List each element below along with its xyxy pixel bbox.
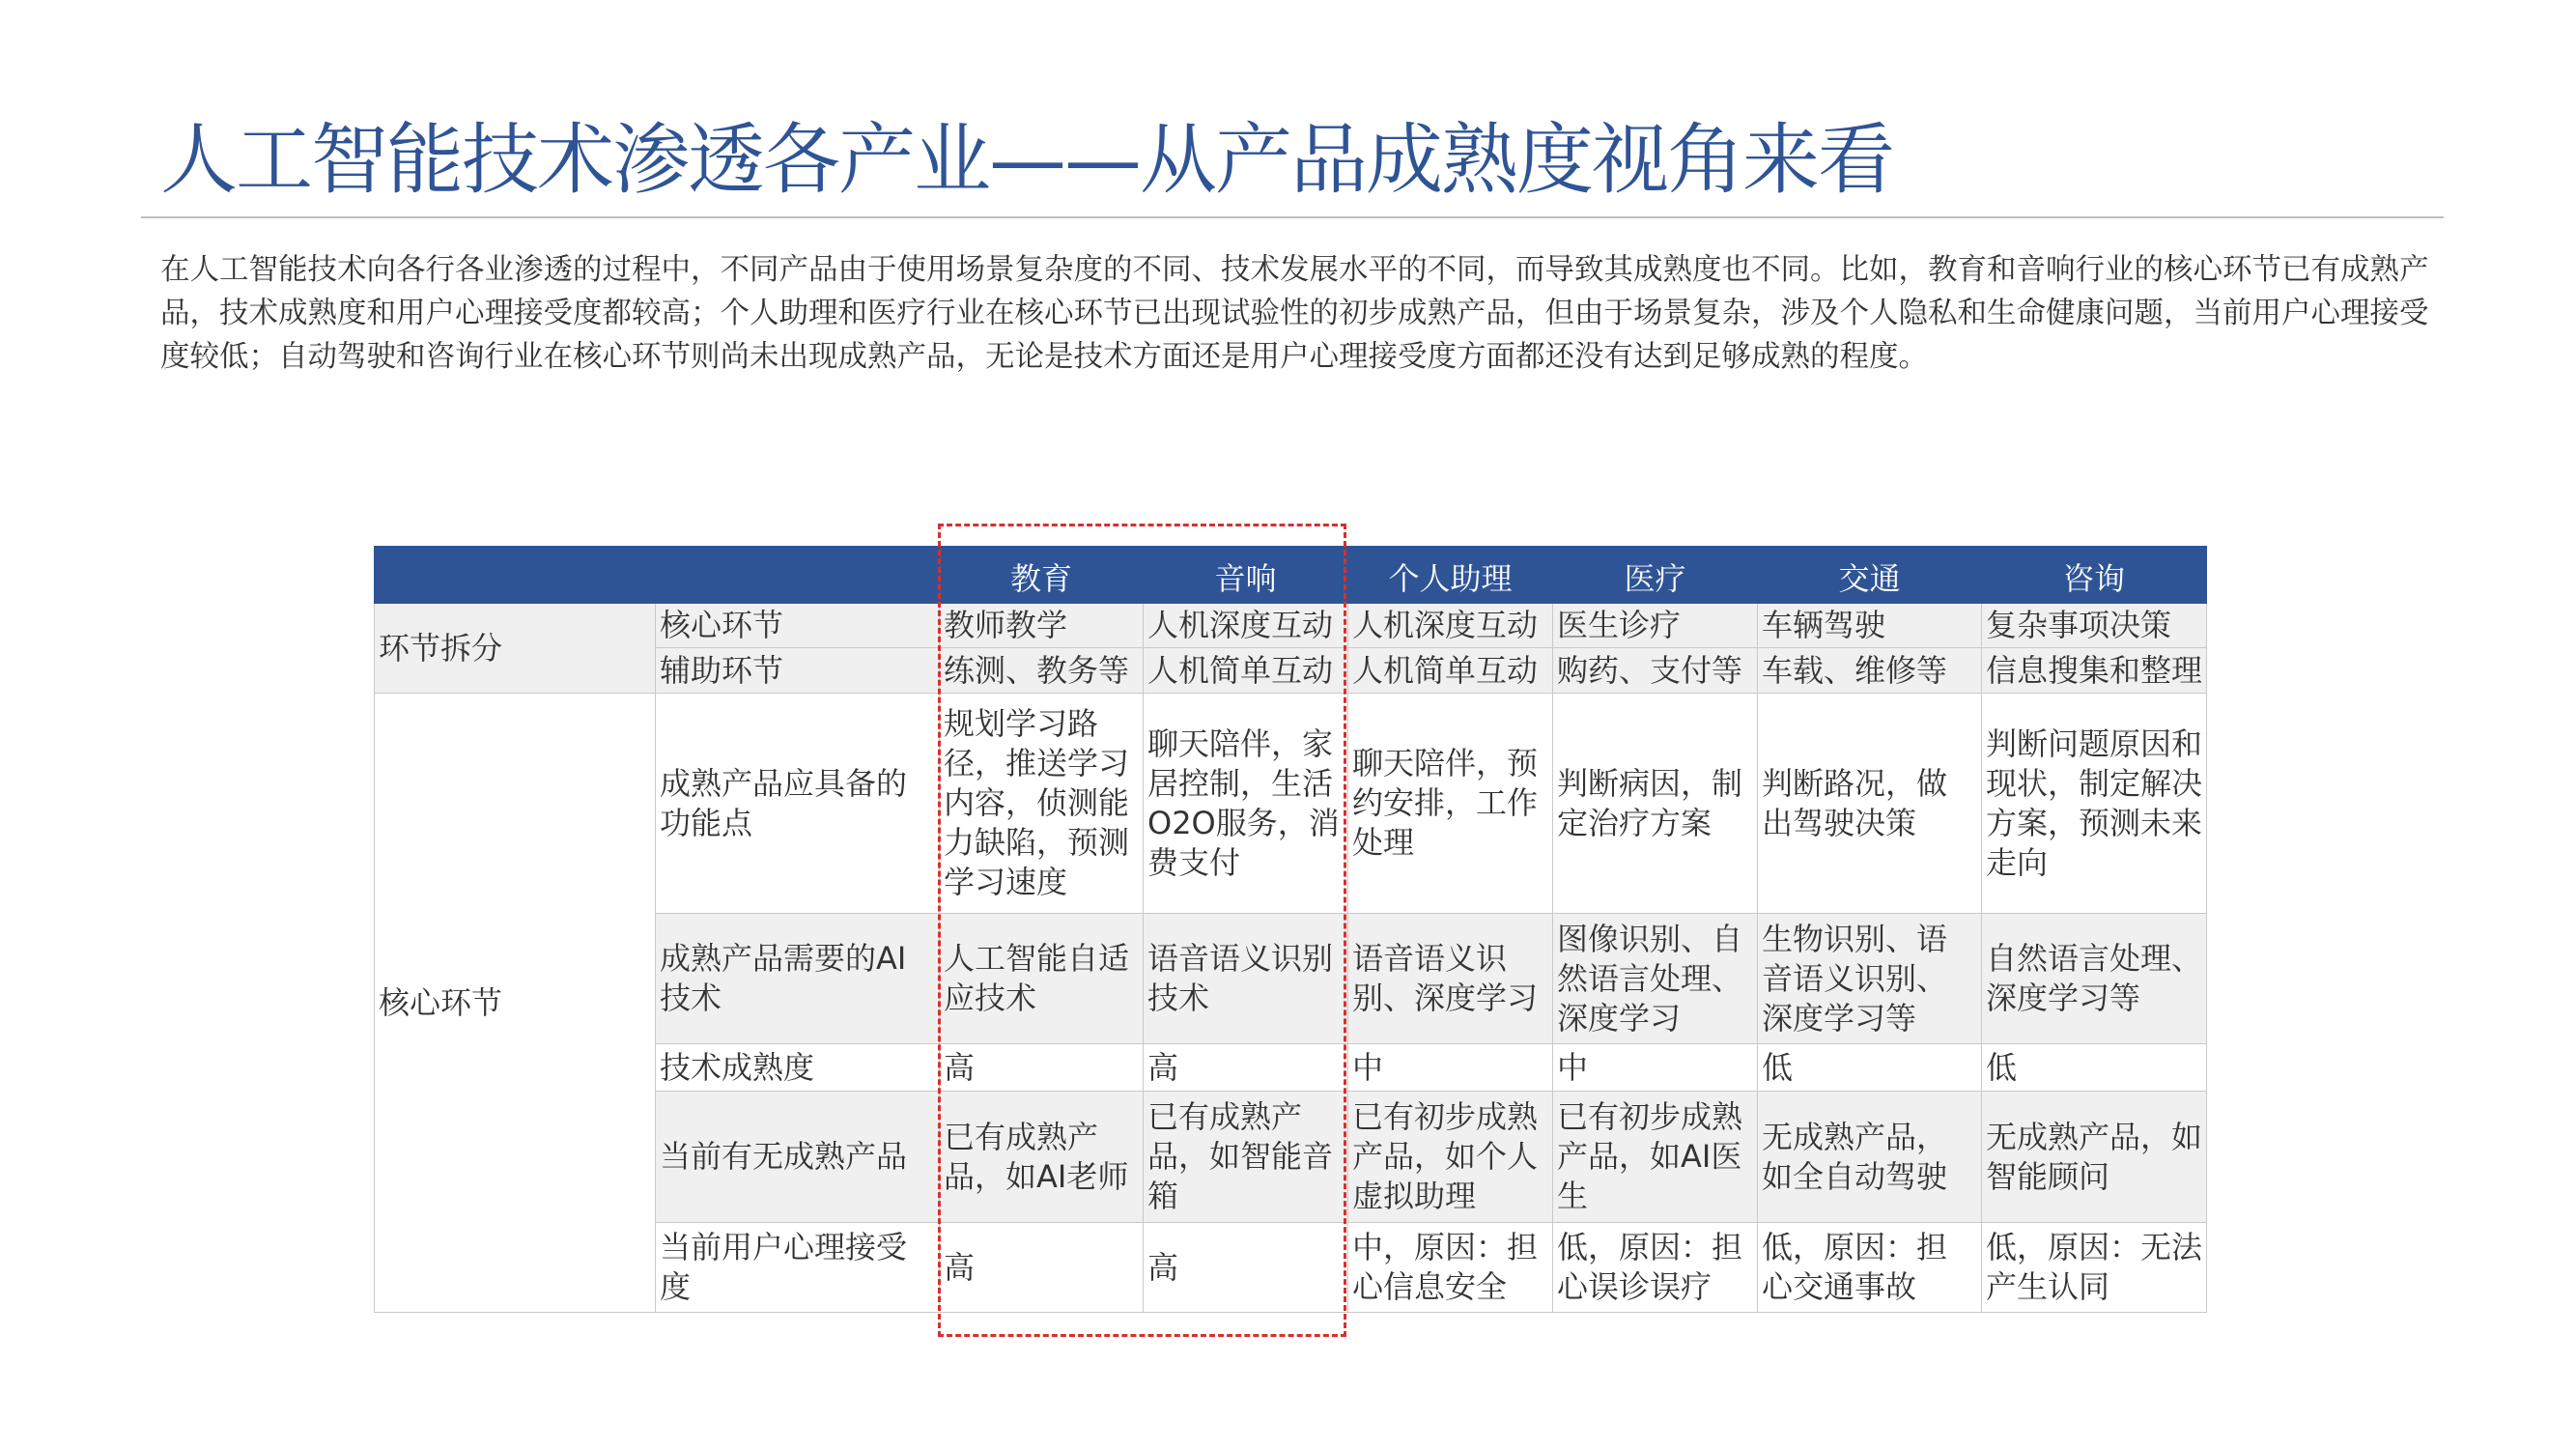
table-cell: 判断问题原因和现状，制定解决方案，预测未来走向 [1982,694,2207,914]
table-cell: 聊天陪伴，预约安排，工作处理 [1348,694,1553,914]
column-header: 交通 [1758,547,1982,604]
table-cell: 低，原因：无法产生认同 [1982,1223,2207,1313]
table-cell: 聊天陪伴，家居控制，生活O2O服务，消费支付 [1144,694,1348,914]
table-cell: 已有初步成熟产品，如个人虚拟助理 [1348,1092,1553,1223]
table-cell: 高 [1144,1044,1348,1092]
group-label: 环节拆分 [375,604,656,694]
row-label: 当前有无成熟产品 [656,1092,940,1223]
table-cell: 车载、维修等 [1758,648,1982,694]
table-cell: 规划学习路径，推送学习内容，侦测能力缺陷，预测学习速度 [940,694,1144,914]
table-cell: 自然语言处理、深度学习等 [1982,914,2207,1044]
table-cell: 人机简单互动 [1348,648,1553,694]
table-row [375,604,2207,648]
header-corner-2 [656,547,940,604]
maturity-table [374,546,2207,1313]
table-cell: 已有成熟产品，如智能音箱 [1144,1092,1348,1223]
table-cell: 语音语义识别、深度学习 [1348,914,1553,1044]
table-cell: 中 [1348,1044,1553,1092]
row-label: 当前用户心理接受度 [656,1223,940,1313]
table-cell: 低，原因：担心误诊误疗 [1553,1223,1758,1313]
row-label: 技术成熟度 [656,1044,940,1092]
table-cell: 中 [1553,1044,1758,1092]
table-cell: 生物识别、语音语义识别、深度学习等 [1758,914,1982,1044]
table-cell: 判断病因，制定治疗方案 [1553,694,1758,914]
table-cell: 购药、支付等 [1553,648,1758,694]
table-cell: 无成熟产品，如智能顾问 [1982,1092,2207,1223]
table-header-row [375,547,2207,604]
column-header: 音响 [1144,547,1348,604]
row-label: 核心环节 [656,604,940,648]
table-cell: 语音语义识别技术 [1144,914,1348,1044]
column-header: 教育 [940,547,1144,604]
table-cell: 已有成熟产品，如AI老师 [940,1092,1144,1223]
table-cell: 人机简单互动 [1144,648,1348,694]
intro-paragraph: 在人工智能技术向各行各业渗透的过程中，不同产品由于使用场景复杂度的不同、技术发展水平的不同，而导致其成熟度也不同。比如，教育和音响行业的核心环节已有成熟产品，技术成熟度和用户心理接受度都较高；个人助理和医疗行业在核心环节已出现试验性的初步成熟产品，但由于场景复杂，涉及个人隐私和生命健康问题，当前用户心理接受度较低；自动驾驶和咨询行业在核心环节则尚未出现成熟产品，无论是技术方面还是用户心理接受度方面都还没有达到足够成熟的程度。 [160,253,2429,374]
table-cell: 已有初步成熟产品，如AI医生 [1553,1092,1758,1223]
table-cell: 复杂事项决策 [1982,604,2207,648]
table-cell: 车辆驾驶 [1758,604,1982,648]
table-cell: 中，原因：担心信息安全 [1348,1223,1553,1313]
table-cell: 高 [940,1223,1144,1313]
table-cell: 图像识别、自然语言处理、深度学习 [1553,914,1758,1044]
table-cell: 医生诊疗 [1553,604,1758,648]
column-header: 个人助理 [1348,547,1553,604]
table-cell: 无成熟产品，如全自动驾驶 [1758,1092,1982,1223]
table-cell: 判断路况，做出驾驶决策 [1758,694,1982,914]
table-cell: 低 [1758,1044,1982,1092]
group-label: 核心环节 [375,694,656,1313]
title-divider [141,216,2444,218]
table-cell: 高 [940,1044,1144,1092]
column-header: 医疗 [1553,547,1758,604]
table-row [375,694,2207,914]
table-cell: 人机深度互动 [1348,604,1553,648]
table-cell: 人机深度互动 [1144,604,1348,648]
table-cell: 信息搜集和整理 [1982,648,2207,694]
row-label: 成熟产品需要的AI技术 [656,914,940,1044]
row-label: 成熟产品应具备的功能点 [656,694,940,914]
table-cell: 练测、教务等 [940,648,1144,694]
page-title: 人工智能技术渗透各产业——从产品成熟度视角来看 [160,115,1893,205]
table-cell: 教师教学 [940,604,1144,648]
table-cell: 低 [1982,1044,2207,1092]
row-label: 辅助环节 [656,648,940,694]
table-cell: 低，原因：担心交通事故 [1758,1223,1982,1313]
table-cell: 人工智能自适应技术 [940,914,1144,1044]
header-corner [375,547,656,604]
table-cell: 高 [1144,1223,1348,1313]
column-header: 咨询 [1982,547,2207,604]
